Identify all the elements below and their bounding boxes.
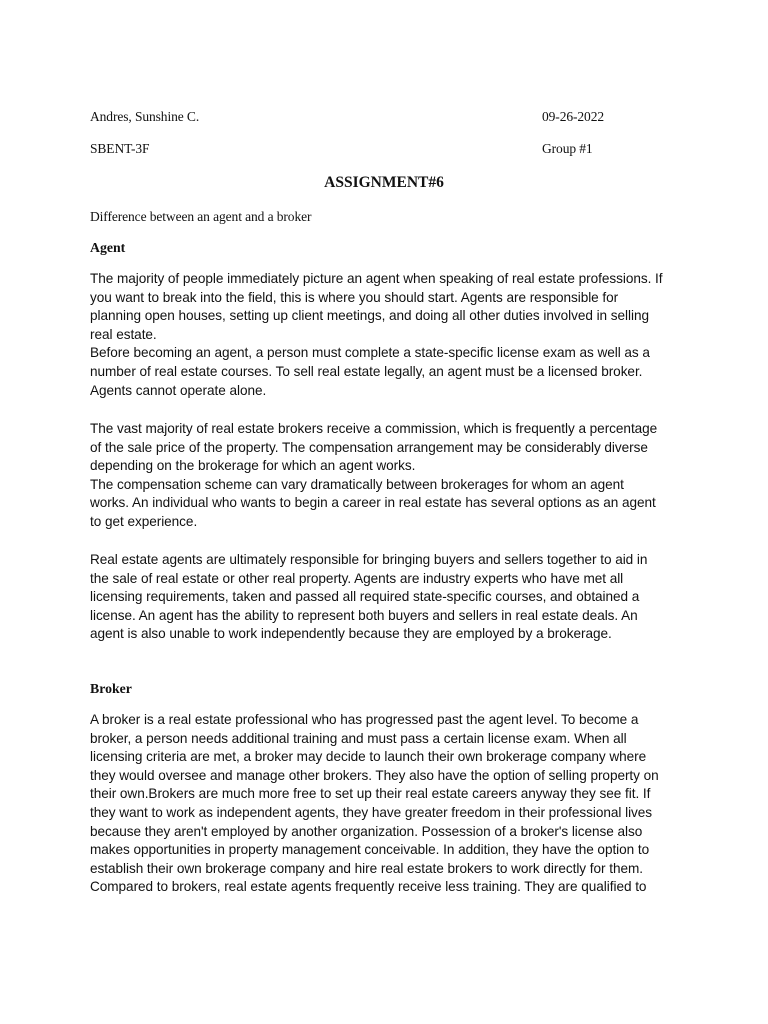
text-line: license. An agent has the ability to represent both buyers and sellers in real estate deals. An [90, 607, 638, 623]
text-line: works. An individual who wants to begin a career in real estate has several options as an agent [90, 495, 656, 511]
text-line: Compared to brokers, real estate agents frequently receive less training. They are qualified to [90, 879, 647, 895]
text-line: licensing criteria are met, a broker may decide to launch their own brokerage company where [90, 749, 647, 765]
text-line: establish their own brokerage company and hire real estate brokers to work directly for them. [90, 860, 643, 876]
agent-paragraph-1 [90, 270, 690, 400]
text-line: depending on the brokerage for which an agent works. [90, 458, 416, 474]
text-line: agent is also unable to work independently because they are employed by a brokerage. [90, 626, 612, 642]
text-line: broker, a person needs additional training and must pass a certain license exam. When all [90, 730, 627, 746]
agent-paragraph-2 [90, 420, 690, 532]
text-line: the sale of real estate or other real property. Agents are industry experts who have met all [90, 570, 624, 586]
text-line: their own.Brokers are much more free to set up their real estate careers anyway they see fit. If [90, 786, 651, 802]
agent-heading: Agent [90, 240, 126, 255]
broker-paragraph-1 [90, 711, 690, 897]
document-title: ASSIGNMENT#6 [324, 174, 444, 191]
text-line: because they aren't employed by another organization. Possession of a broker's license also [90, 823, 643, 839]
text-line: to get experience. [90, 513, 198, 529]
agent-paragraph-3 [90, 551, 690, 644]
text-line: planning open houses, setting up client meetings, and doing all other duties involved in selling [90, 308, 649, 324]
text-line: The majority of people immediately picture an agent when speaking of real estate professions. If [90, 271, 663, 286]
text-line: licensing requirements, taken and passed all required state-specific courses, and obtained a [90, 589, 640, 605]
section-code: SBENT-3F [90, 141, 150, 156]
submission-date: 09-26-2022 [542, 109, 604, 124]
text-line: number of real estate courses. To sell real estate legally, an agent must be a licensed broker. [90, 363, 643, 379]
text-line: The vast majority of real estate brokers receive a commission, which is frequently a percentage [90, 421, 658, 436]
text-line: makes opportunities in property management conceivable. In addition, they have the option to [90, 842, 650, 858]
broker-heading: Broker [90, 681, 132, 696]
text-line: The compensation scheme can vary dramatically between brokerages for whom an agent [90, 476, 624, 492]
text-line: Before becoming an agent, a person must complete a state-specific license exam as well as a [90, 345, 650, 361]
text-line: Real estate agents are ultimately responsible for bringing buyers and sellers together to aid in [90, 552, 648, 567]
document-subtitle: Difference between an agent and a broker [90, 209, 312, 224]
text-line: real estate. [90, 326, 157, 342]
text-line: of the sale price of the property. The compensation arrangement may be considerably diverse [90, 439, 648, 455]
text-line: they would oversee and manage other brokers. They also have the option of selling property on [90, 767, 659, 783]
text-line: Agents cannot operate alone. [90, 382, 267, 398]
text-line: you want to break into the field, this is where you should start. Agents are responsible for [90, 289, 619, 305]
student-name: Andres, Sunshine C. [90, 109, 200, 124]
group-label: Group #1 [542, 141, 593, 156]
text-line: A broker is a real estate professional who has progressed past the agent level. To become a [90, 712, 639, 727]
text-line: they want to work as independent agents, they have greater freedom in their professional lives [90, 804, 653, 820]
